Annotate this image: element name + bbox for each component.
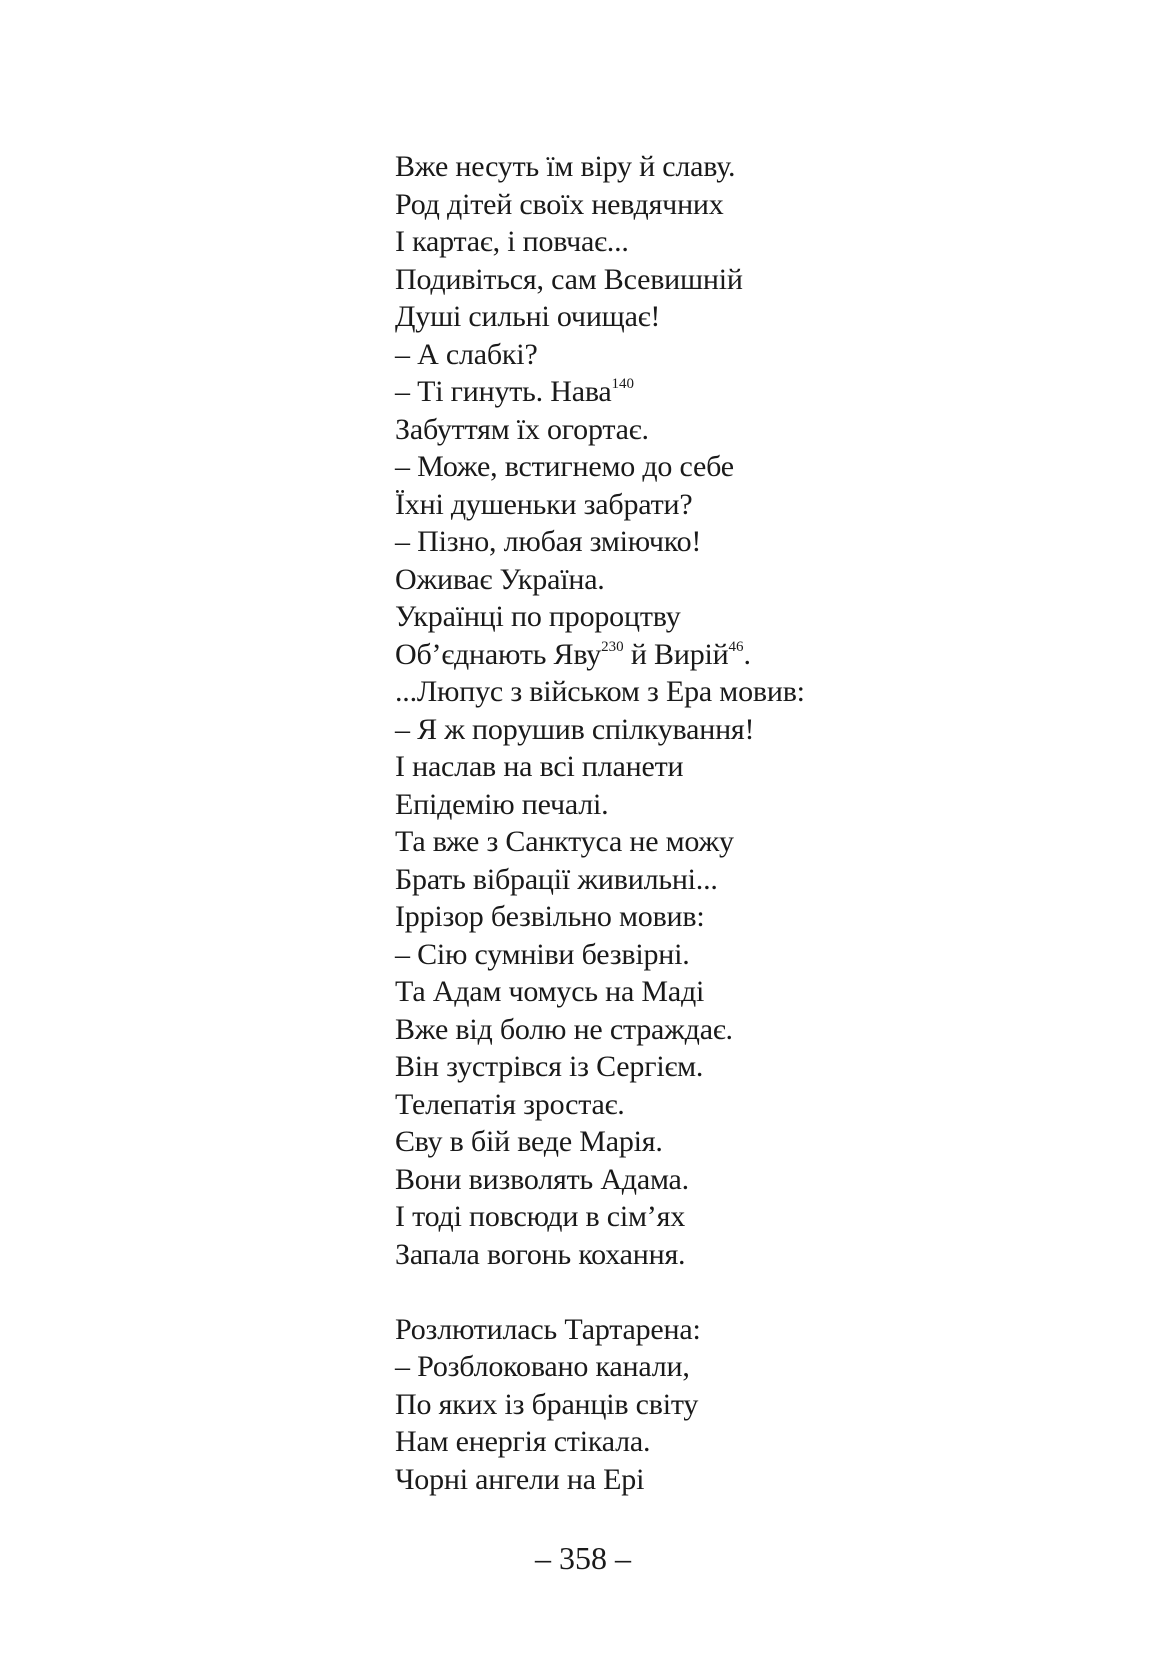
poem-line: Род дітей своїх невдячних bbox=[395, 187, 724, 221]
footnote-reference: 140 bbox=[611, 376, 635, 392]
poem-line: – Розблоковано канали, bbox=[395, 1350, 690, 1383]
poem-line: – Може, встигнемо до себе bbox=[395, 450, 734, 483]
poem-line: Та Адам чомусь на Маді bbox=[395, 975, 705, 1008]
poem-line: Він зустрівся із Сергієм. bbox=[395, 1050, 704, 1083]
poem-line: Та вже з Санктуса не можу bbox=[395, 825, 734, 858]
poem-line: – Сію сумніви безвірні. bbox=[395, 937, 690, 971]
stanza-1 bbox=[395, 148, 955, 1273]
footnote-reference: 46 bbox=[728, 638, 744, 655]
poem-line: І картає, і повчає... bbox=[395, 225, 629, 258]
poem-line: І тоді повсюди в сім’ях bbox=[395, 1200, 685, 1233]
poem-line: Вони визволять Адама. bbox=[395, 1162, 689, 1196]
poem-line: – Я ж порушив спілкування! bbox=[395, 712, 755, 746]
poem-line: ...Люпус з військом з Ера мовив: bbox=[395, 675, 805, 708]
poem-line-text: . bbox=[743, 637, 751, 671]
poem-line-text: й Вирій bbox=[623, 637, 729, 671]
poem-line bbox=[395, 373, 955, 411]
poem-line: Чорні ангели на Ері bbox=[395, 1462, 645, 1496]
poem-line: Епідемію печалі. bbox=[395, 787, 609, 821]
stanza-2 bbox=[395, 1311, 955, 1499]
poem-line-text: – Ті гинуть. Нава bbox=[395, 375, 612, 408]
poem-line: Розлютилась Тартарена: bbox=[395, 1312, 701, 1346]
poem-line: Запала вогонь кохання. bbox=[395, 1237, 686, 1271]
poem-line: Нам енергія стікала. bbox=[395, 1425, 651, 1458]
page-number: – 358 – bbox=[535, 1540, 631, 1576]
poem-line-text: Об’єднають Яву bbox=[395, 637, 602, 671]
poem-line: Вже від болю не страждає. bbox=[395, 1012, 733, 1046]
poem-line: Єву в бій веде Марія. bbox=[395, 1125, 663, 1158]
poem-line: Брать вібрації живильні... bbox=[395, 862, 718, 896]
poem-line: Забуттям їх огортає. bbox=[395, 412, 649, 446]
poem-line: По яких із бранців світу bbox=[395, 1387, 699, 1421]
poem-line bbox=[395, 636, 955, 674]
poem-line: – А слабкі? bbox=[395, 337, 538, 371]
poem-line: Душі сильні очищає! bbox=[395, 300, 661, 333]
poem-line: І наслав на всі планети bbox=[395, 750, 684, 783]
footnote-reference: 230 bbox=[601, 638, 624, 655]
poem-line: Українці по пророцтву bbox=[395, 600, 681, 633]
poem-line: Їхні душеньки забрати? bbox=[395, 487, 693, 521]
poem-text bbox=[395, 148, 955, 1498]
poem-line: Вже несуть їм віру й славу. bbox=[395, 150, 736, 183]
poem-line: Телепатія зростає. bbox=[395, 1087, 625, 1121]
poem-line: – Пізно, любая зміючко! bbox=[395, 525, 702, 558]
poem-line: Оживає Україна. bbox=[395, 562, 605, 596]
poem-line: Подивіться, сам Всевишній bbox=[395, 262, 743, 296]
poem-line: Іррізор безвільно мовив: bbox=[395, 900, 705, 933]
